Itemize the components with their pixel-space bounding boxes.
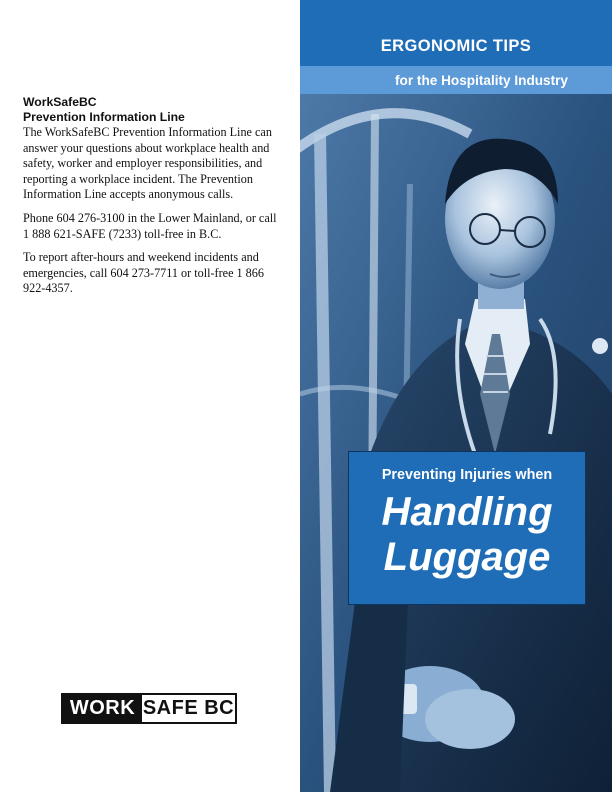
series-title: ERGONOMIC TIPS	[380, 37, 532, 55]
title-pre: Preventing Injuries when	[381, 467, 553, 483]
front-cover	[300, 0, 612, 792]
logo-safe-bc: SAFE BC	[142, 697, 235, 719]
cover-main-title	[349, 490, 585, 580]
series-band	[300, 0, 612, 66]
logo-work: WORK	[63, 695, 142, 722]
cover-title-box	[348, 451, 586, 605]
info-line-heading: Prevention Information Line	[23, 110, 185, 124]
worksafebc-logo	[61, 693, 237, 724]
title-line-2: Luggage	[383, 535, 551, 579]
back-panel	[0, 0, 300, 792]
subtitle-band	[300, 66, 612, 94]
title-line-1: Handling	[381, 490, 553, 534]
bellman-photo	[300, 94, 612, 792]
subtitle: for the Hospitality Industry	[395, 72, 568, 88]
info-paragraph: The WorkSafeBC Prevention Information Line can answer your questions about workplace health and safety, worker and employer responsibilities, and reporting a workplace incident. The Prevention Information Line accepts anonymous calls.	[23, 125, 272, 202]
org-name: WorkSafeBC	[23, 95, 97, 109]
phone-paragraph: Phone 604 276-3100 in the Lower Mainland, or call 1 888 621-SAFE (7233) toll-free in B.C.	[23, 210, 277, 241]
emergency-paragraph: To report after-hours and weekend incidents and emergencies, call 604 273-7711 or toll-free 1 866 922-4357.	[23, 250, 264, 296]
prevention-info	[23, 95, 285, 305]
